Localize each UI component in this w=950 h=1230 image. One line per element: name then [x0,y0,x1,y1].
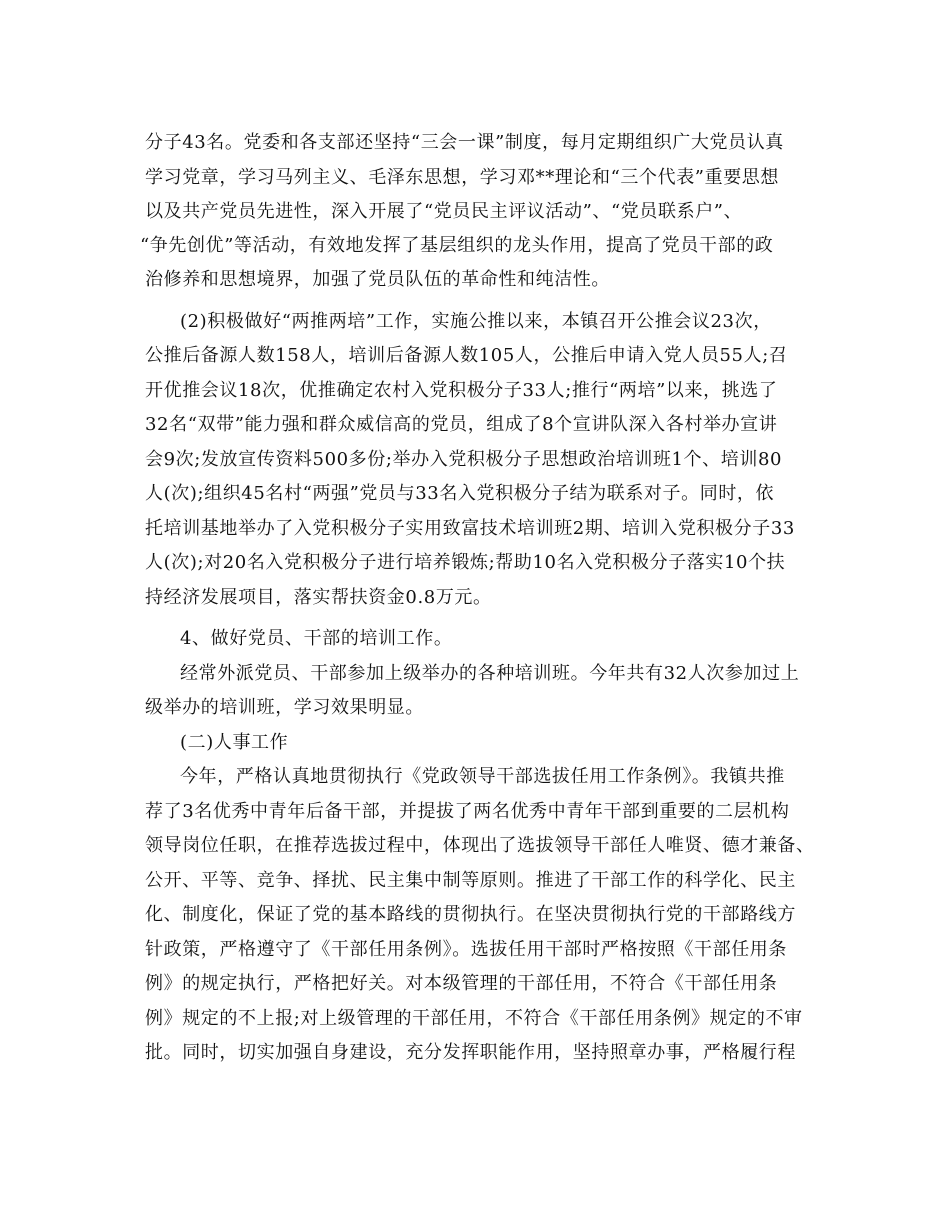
text-line: 针政策，严格遵守了《干部任用条例》。选拔任用干部时严格按照《干部任用条 [145,939,787,960]
text-line: 开优推会议18次，优推确定农村入党积极分子33人;推行“两培”以来，挑选了 [145,380,778,401]
text-line: 人(次);对20名入党积极分子进行培养锻炼;帮助10名入党积极分子落实10个扶 [145,552,786,573]
section-heading: 4、做好党员、干部的培训工作。 [180,628,453,649]
text-line: 人(次);组织45名村“两强”党员与33名入党积极分子结为联系对子。同时，依 [145,483,775,504]
text-line: 级举办的培训班，学习效果明显。 [145,697,424,718]
text-line: 分子43名。党委和各支部还坚持“三会一课”制度，每月定期组织广大党员认真 [145,132,784,153]
text-line: “争先创优”等活动，有效地发挥了基层组织的龙头作用，提高了党员干部的政 [140,235,774,256]
text-line: 32名“双带”能力强和群众威信高的党员，组成了8个宣讲队深入各村举办宣讲 [145,414,778,435]
text-line: 例》规定的不上报;对上级管理的干部任用，不符合《干部任用条例》规定的不审 [145,1008,803,1029]
text-line: 例》的规定执行，严格把好关。对本级管理的干部任用，不符合《干部任用条 [145,973,778,994]
text-line: 公推后备源人数158人，培训后备源人数105人，公推后申请入党人员55人;召 [145,345,788,366]
text-line: 托培训基地举办了入党积极分子实用致富技术培训班2期、培训入党积极分子33 [145,518,795,539]
paragraph-start-line: 今年，严格认真地贯彻执行《党政领导干部选拔任用工作条例》。我镇共推 [180,766,785,787]
text-line: 会9次;发放宣传资料500多份;举办入党积极分子思想政治培训班1个、培训80 [145,449,783,470]
text-line: 治修养和思想境界，加强了党员队伍的革命性和纯洁性。 [145,269,610,290]
text-line: 化、制度化，保证了党的基本路线的贯彻执行。在坚决贯彻执行党的干部路线方 [145,904,796,925]
text-line: 荐了3名优秀中青年后备干部，并提拔了两名优秀中青年干部到重要的二层机构 [145,801,790,822]
paragraph-start-line: 经常外派党员、干部参加上级举办的各种培训班。今年共有32人次参加过上 [180,663,800,684]
text-line: 持经济发展项目，落实帮扶资金0.8万元。 [145,587,492,608]
text-line: 公开、平等、竞争、择扰、民主集中制等原则。推进了干部工作的科学化、民主 [145,870,796,891]
text-line: 学习党章，学习马列主义、毛泽东思想，学习邓**理论和“三个代表”重要思想 [145,167,780,188]
paragraph-start-line: (2)积极做好“两推两培”工作，实施公推以来，本镇召开公推会议23次， [180,311,772,332]
section-heading: (二)人事工作 [180,732,289,753]
text-line: 批。同时，切实加强自身建设，充分发挥职能作用，坚持照章办事，严格履行程 [145,1042,796,1063]
text-line: 以及共产党员先进性，深入开展了“党员民主评议活动”、“党员联系户”、 [145,201,743,222]
text-line: 领导岗位任职，在推荐选拔过程中，体现出了选拔领导干部任人唯贤、德才兼备、 [145,835,815,856]
